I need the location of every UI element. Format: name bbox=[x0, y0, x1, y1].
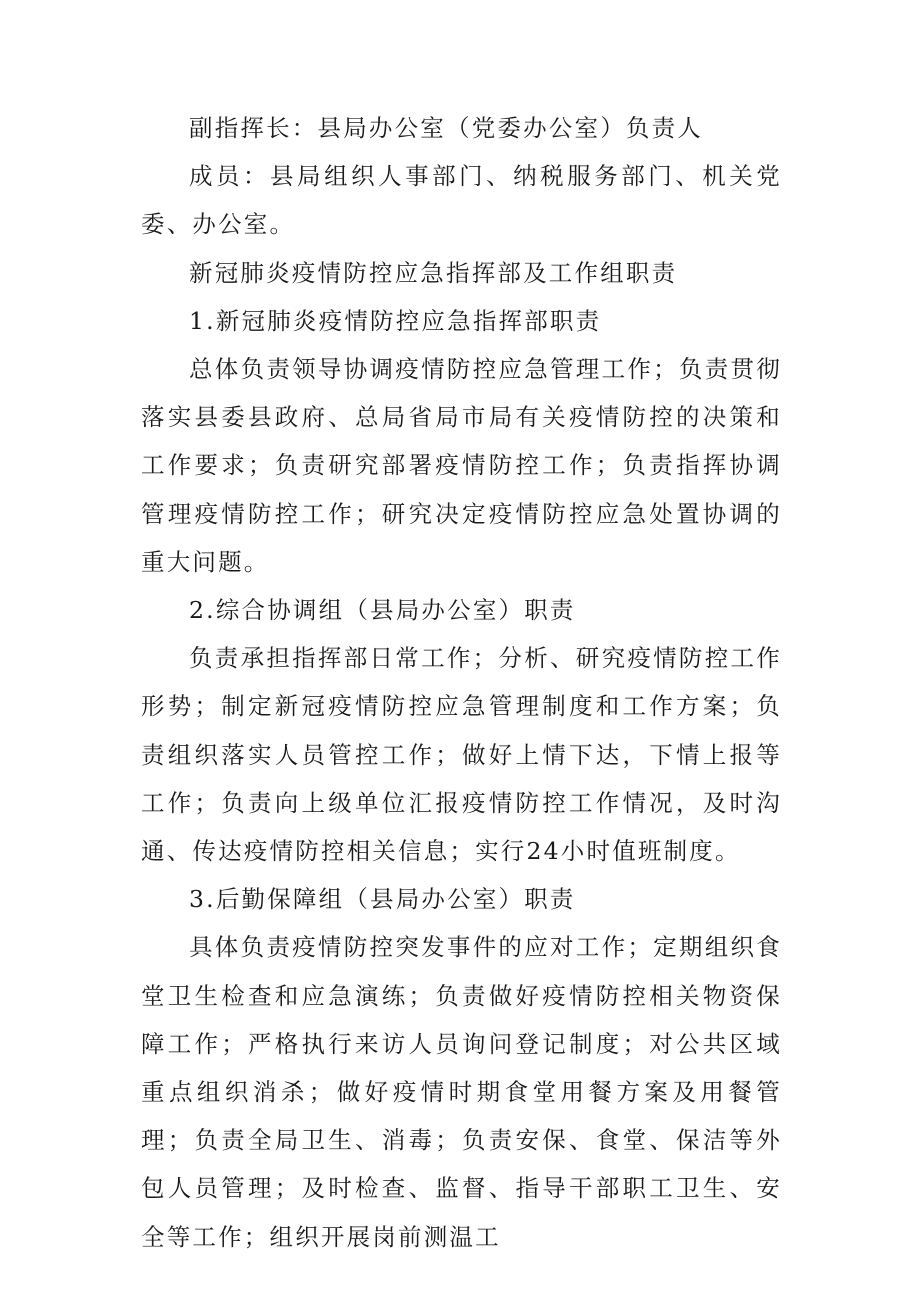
subheading-coordination-group: 2.综合协调组（县局办公室）职责 bbox=[189, 596, 576, 625]
paragraph-deputy-commander: 副指挥长：县局办公室（党委办公室）负责人 bbox=[189, 114, 703, 142]
paragraph-members: 成员：县局组织人事部门、纳税服务部门、机关党委、办公室。 bbox=[141, 162, 782, 239]
subheading-logistics-group: 3.后勤保障组（县局办公室）职责 bbox=[189, 885, 576, 914]
document-body bbox=[141, 104, 782, 1261]
paragraph-logistics-group: 具体负责疫情防控突发事件的应对工作；定期组织食堂卫生检查和应急演练；负责做好疫情防控相关物资保障工作；严格执行来访人员询问登记制度；对公共区域重点组织消杀；做好疫情时期食堂用餐方案及用餐管理；负责全局卫生、消毒；负责安保、食堂、保洁等外包人员管理；及时检查、监督、指导干部职工卫生、安全等工作；组织开展岗前测温工 bbox=[141, 933, 782, 1251]
section-heading-duties: 新冠肺炎疫情防控应急指挥部及工作组职责 bbox=[189, 258, 678, 287]
paragraph-command-duties: 总体负责领导协调疫情防控应急管理工作；负责贯彻落实县委县政府、总局省局市局有关疫情防控的决策和工作要求；负责研究部署疫情防控工作；负责指挥协调管理疫情防控工作；研究决定疫情防控应急处置协调的重大问题。 bbox=[141, 355, 782, 576]
subheading-command-duties: 1.新冠肺炎疫情防控应急指挥部职责 bbox=[189, 306, 602, 335]
paragraph-coordination-group: 负责承担指挥部日常工作；分析、研究疫情防控工作形势；制定新冠疫情防控应急管理制度和工作方案；负责组织落实人员管控工作；做好上情下达，下情上报等工作；负责向上级单位汇报疫情防控工作情况，及时沟通、传达疫情防控相关信息；实行24小时值班制度。 bbox=[141, 644, 782, 866]
